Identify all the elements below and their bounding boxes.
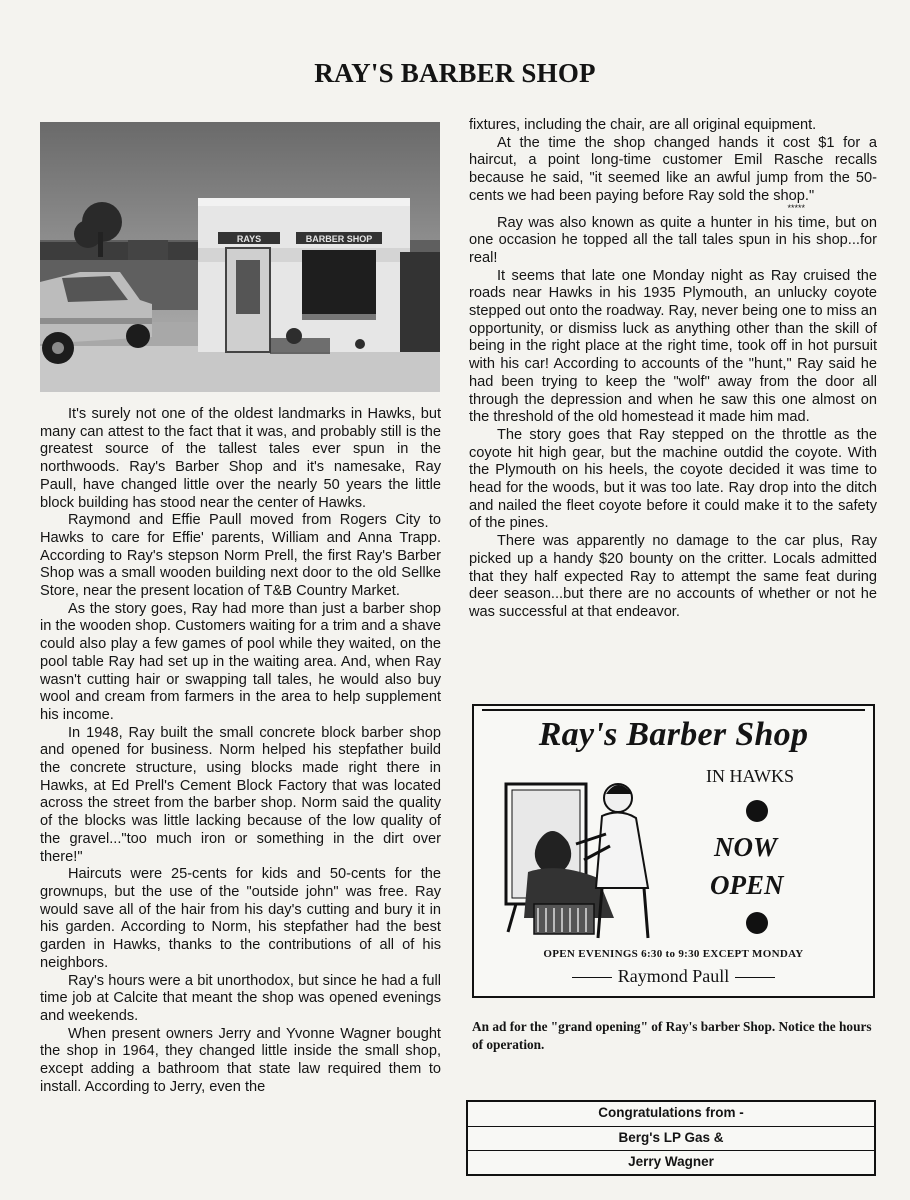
bullet-dot-icon (746, 800, 768, 822)
page-title: RAY'S BARBER SHOP (314, 58, 596, 88)
paragraph: When present owners Jerry and Yvonne Wagner bought the shop in 1964, they changed little inside the small shop, except adding a bathroom that state law required them to install. According to Jerry, even the (40, 1025, 441, 1095)
paragraph: The story goes that Ray stepped on the throttle as the coyote hit high gear, but the machine outdid the coyote. With the Plymouth on his heels, the coyote decided it was time to head for the woods, but it was too late. Ray drop into the ditch and nailed the fleet coyote before it could make it to the safety of the pines. (469, 426, 877, 532)
paragraph: Raymond and Effie Paull moved from Rogers City to Hawks to care for Effie' parents, William and Anna Trapp. According to Ray's stepson Norm Prell, the first Ray's Barber Shop was a small wooden building next door to the old Sellke Store, near the present location of T&B Country Market. (40, 512, 441, 600)
grand-opening-ad (472, 704, 875, 998)
ad-hours: OPEN EVENINGS 6:30 to 9:30 EXCEPT MONDAY (543, 948, 804, 960)
paragraph: Ray's hours were a bit unorthodox, but since he had a full time job at Calcite that meant the shop was opened evenings and weekends. (40, 972, 441, 1024)
ad-open: OPEN (710, 870, 784, 900)
paragraph: Ray was also known as quite a hunter in his time, but on one occasion he topped all the tall tales spun in his shop...for real! (469, 214, 877, 266)
congrats-line-2: Berg's LP Gas & (468, 1126, 874, 1150)
sign-right: BARBER SHOP (305, 234, 373, 244)
ad-caption: An ad for the "grand opening" of Ray's barber Shop. Notice the hours of operation. (472, 1019, 872, 1052)
paragraph: Haircuts were 25-cents for kids and 50-cents for the grownups, but the use of the "outside john" was free. Ray would save all of the hair from his day's cutting and bury it in his garden. According to Norm, his stepfather had the best garden in Hawks, thanks to the contributions of all of his neighbors. (40, 866, 441, 971)
paragraph: As the story goes, Ray had more than just a barber shop in the wooden shop. Customers waiting for a trim and a shave could also play a few games of pool while they waited, on the pool table Ray had set up in the waiting area. And, when Ray wasn't cutting hair or swapping tall tales, he would also buy wool and cream from farmers in the area to help supplement his income. (40, 600, 441, 723)
barber-shop-photo (40, 122, 440, 392)
congrats-line-1: Congratulations from - (598, 1105, 744, 1120)
right-column (469, 117, 877, 622)
congrats-line-3: Jerry Wagner (468, 1150, 874, 1174)
sign-left: RAYS (236, 234, 262, 244)
ad-location: IN HAWKS (706, 766, 795, 786)
congratulations-box (466, 1100, 876, 1176)
bullet-dot-icon (746, 912, 768, 934)
ad-top-rule (482, 709, 865, 711)
left-column (40, 406, 441, 1096)
ad-owner: Raymond Paull (617, 966, 730, 986)
section-stars: ***** (787, 202, 805, 213)
paragraph: There was apparently no damage to the car plus, Ray picked up a handy $20 bounty on the critter. Locals admitted that they half expected Ray to attempt the same feat during deer season...but there are no accounts of whether or not he was successful at that endeavor. (469, 533, 877, 620)
ad-signature (474, 966, 873, 987)
paragraph: In 1948, Ray built the small concrete block barber shop and opened for business. Norm helped his stepfather build the concrete structure, using blocks made right there in Hawks, at Ed Prell's Cement Block Factory that was located across the street from the barber shop. Norm said the quality of the blocks was little lacking because of the low quality of the gravel..."too much iron or something in the dirt over there!" (40, 724, 441, 865)
paragraph: It seems that late one Monday night as Ray cruised the roads near Hawks in his 1935 Plymouth, an unlucky coyote stepped out onto the roadway. Ray, never being one to miss an opportunity, or dismiss luck as anything other than the skill of being in the right place at the right time, took off in hot pursuit with his car! According to accounts of the "hunt," Ray said he had been trying to keep the "wolf" away from the door all through the depression and when he saw this one almost on the threshold of the old homestead it made him mad. (469, 267, 877, 426)
barber-illustration-icon (498, 754, 698, 949)
paragraph: It's surely not one of the oldest landmarks in Hawks, but many can attest to the fact that it was, and probably still is the greatest source of the tallest tales ever spun in the northwoods. Ray's Barber Shop and it's namesake, Ray Paull, have changed little over the nearly 50 years the little block building has stood near the center of Hawks. (40, 406, 441, 511)
paragraph: fixtures, including the chair, are all original equipment. (469, 117, 817, 133)
ad-title: Ray's Barber Shop (538, 716, 809, 753)
ad-now: NOW (714, 832, 778, 862)
paragraph: At the time the shop changed hands it cost $1 for a haircut, a point long-time customer Emil Rasche recalls because he said, "it seemed like an awful jump from the 50-cents we had been paying before Ray sold the shop." (469, 134, 877, 204)
